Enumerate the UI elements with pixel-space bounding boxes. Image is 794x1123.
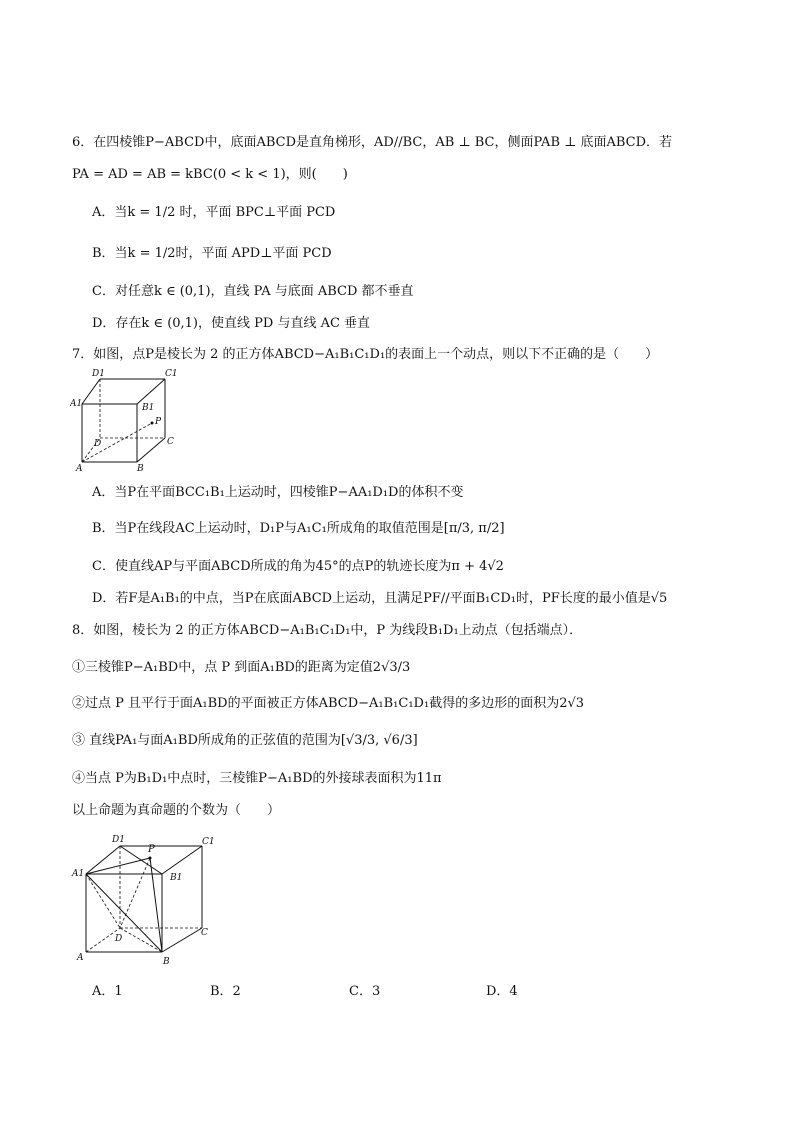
q8-option-a: A．1 xyxy=(92,984,123,999)
q7-option-b: B．当P在线段AC上运动时，D₁P与A₁C₁所成角的取值范围是[π/3, π/2] xyxy=(92,521,505,536)
q7-label-c: C xyxy=(167,437,174,447)
q8-question: 以上命题为真命题的个数为（ ） xyxy=(72,803,281,818)
q8-label-c1: C1 xyxy=(202,837,215,847)
q8-label-d1: D1 xyxy=(112,835,125,845)
q7-label-d: D xyxy=(94,439,102,449)
q8-label-b: B xyxy=(163,957,170,967)
q8-statement-2: ②过点 P 且平行于面A₁BD的平面被正方体ABCD−A₁B₁C₁D₁截得的多边形的面积为2√3 xyxy=(72,696,585,711)
q8-statement-4: ④当点 P为B₁D₁中点时，三棱锥P−A₁BD的外接球表面积为11π xyxy=(72,771,442,786)
q7-option-d: D．若F是A₁B₁的中点，当P在底面ABCD上运动，且满足PF//平面B₁CD₁时，PF长度的最小值是√5 xyxy=(92,591,668,606)
q7-stem: 7．如图，点P是棱长为 2 的正方体ABCD−A₁B₁C₁D₁的表面上一个动点，则以下不正确的是（ ） xyxy=(72,347,659,362)
q7-label-a: A xyxy=(76,464,83,474)
q6-stem-line1: 6．在四棱锥P−ABCD中，底面ABCD是直角梯形，AD//BC，AB ⊥ BC，侧面PAB ⊥ 底面ABCD．若 xyxy=(72,135,673,150)
q8-label-a: A xyxy=(77,953,84,963)
q7-label-a1: A1 xyxy=(70,399,83,409)
q7-option-c: C．使直线AP与平面ABCD所成的角为45°的点P的轨迹长度为π + 4√2 xyxy=(92,559,504,574)
q7-label-b: B xyxy=(137,464,144,474)
q6-option-a: A．当k = 1/2 时，平面 BPC⊥平面 PCD xyxy=(92,205,336,220)
q8-label-c: C xyxy=(201,928,208,938)
q6-option-b: B．当k = 1/2时，平面 APD⊥平面 PCD xyxy=(92,246,332,261)
q7-label-c1: C1 xyxy=(165,369,178,379)
q7-label-p: P xyxy=(155,417,162,427)
q6-stem-line2: PA = AD = AB = kBC(0 < k < 1)，则( ) xyxy=(72,167,348,182)
q8-stem: 8．如图，棱长为 2 的正方体ABCD−A₁B₁C₁D₁中，P 为线段B₁D₁上动点（包括端点）． xyxy=(72,623,583,638)
q7-option-a: A．当P在平面BCC₁B₁上运动时，四棱锥P−AA₁D₁D的体积不变 xyxy=(92,485,464,500)
q8-statement-3: ③ 直线PA₁与面A₁BD所成角的正弦值的范围为[√3/3, √6/3] xyxy=(72,733,418,748)
q7-label-d1: D1 xyxy=(92,369,105,379)
q6-option-c: C．对任意k ∈ (0,1)，直线 PA 与底面 ABCD 都不垂直 xyxy=(92,284,414,299)
q8-label-p: P xyxy=(148,844,155,855)
q8-label-a1: A1 xyxy=(72,869,85,879)
q8-option-d: D．4 xyxy=(486,984,518,999)
q8-label-b1: B1 xyxy=(170,873,183,883)
q8-option-b: B．2 xyxy=(210,984,241,999)
q6-option-d: D．存在k ∈ (0,1)，使直线 PD 与直线 AC 垂直 xyxy=(92,316,371,331)
q7-cube-figure xyxy=(70,366,185,476)
q8-option-c: C．3 xyxy=(349,984,381,999)
q8-label-d: D xyxy=(115,934,123,944)
q8-cube-figure xyxy=(70,828,220,968)
q7-label-b1: B1 xyxy=(142,403,155,413)
q8-statement-1: ①三棱锥P−A₁BD中，点 P 到面A₁BD的距离为定值2√3/3 xyxy=(72,660,411,675)
